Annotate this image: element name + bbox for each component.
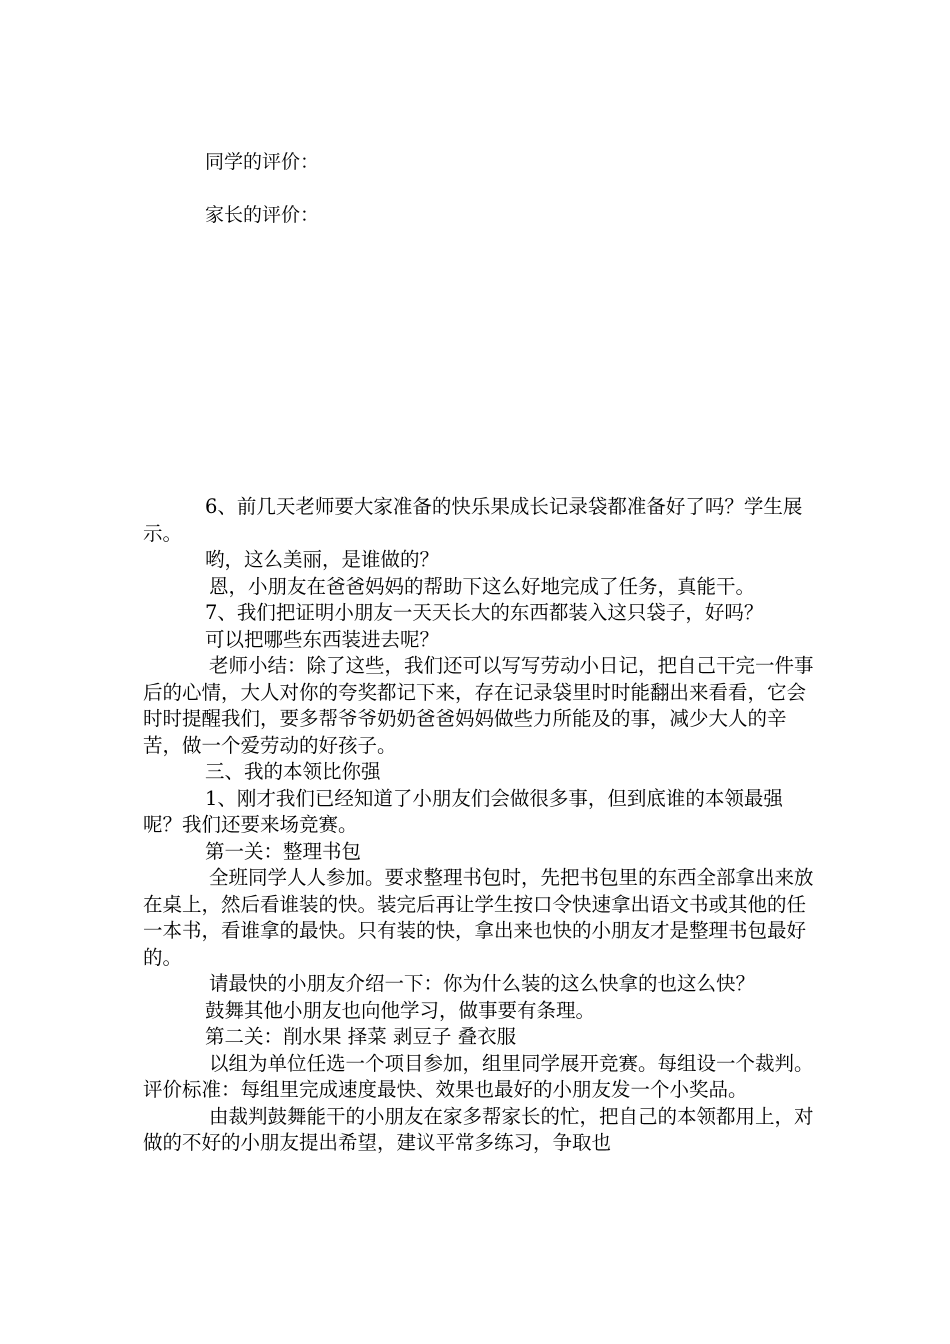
paragraph-encourage: 鼓舞其他小朋友也向他学习，做事要有条理。	[205, 998, 596, 1022]
paragraph-referee-encourage: 由裁判鼓舞能干的小朋友在家多帮家长的忙，把自己的本领都用上，对做的不好的小朋友提出希望，建议平常多练习，争取也	[143, 1104, 814, 1154]
stage-1-heading: 第一关：整理书包	[205, 839, 362, 863]
paragraph-praise-answer: 恩，小朋友在爸爸妈妈的帮助下这么好地完成了任务，真能干。	[209, 574, 756, 598]
paragraph-item-7: 7、我们把证明小朋友一天天长大的东西都装入这只袋子，好吗？	[205, 601, 764, 624]
paragraph-stage-2-rules: 以组为单位任选一个项目参加，组里同学展开竞赛。每组设一个裁判。评价标准：每组里完成速度最快、效果也最好的小朋友发一个小奖品。	[143, 1051, 814, 1101]
parent-evaluation-label: 家长的评价：	[205, 204, 320, 226]
paragraph-item-6: 6、前几天老师要大家准备的快乐果成长记录袋都准备好了吗？学生展示。	[143, 495, 803, 545]
paragraph-competition-intro: 1、刚才我们已经知道了小朋友们会做很多事，但到底谁的本领最强呢？我们还要来场竞赛。	[143, 786, 783, 836]
paragraph-praise-question: 哟，这么美丽，是谁做的？	[205, 548, 440, 571]
paragraph-teacher-summary: 老师小结：除了这些，我们还可以写写劳动小日记，把自己干完一件事后的心情，大人对你的夸奖都记下来，存在记录袋里时时能翻出来看看，它会时时提醒我们，要多帮爷爷奶奶爸爸妈妈做些力所能及的事，减少大人的辛苦，做一个爱劳动的好孩子。	[143, 654, 814, 757]
classmate-evaluation-label: 同学的评价：	[205, 151, 320, 173]
section-heading-3: 三、我的本领比你强	[205, 760, 381, 783]
paragraph-stage-1-rules: 全班同学人人参加。要求整理书包时，先把书包里的东西全部拿出来放在桌上，然后看谁装的快。装完后再让学生按口令快速拿出语文书或其他的任一本书，看谁拿的最快。只有装的快，拿出来也快的小朋友才是整理书包最好的。	[143, 866, 814, 969]
paragraph-what-to-put: 可以把哪些东西装进去呢？	[205, 627, 440, 651]
lesson-body-text	[143, 494, 815, 1157]
paragraph-fastest-intro: 请最快的小朋友介绍一下：你为什么装的这么快拿的也这么快？	[209, 972, 756, 995]
stage-2-heading: 第二关：削水果 择菜 剥豆子 叠衣服	[205, 1025, 517, 1048]
